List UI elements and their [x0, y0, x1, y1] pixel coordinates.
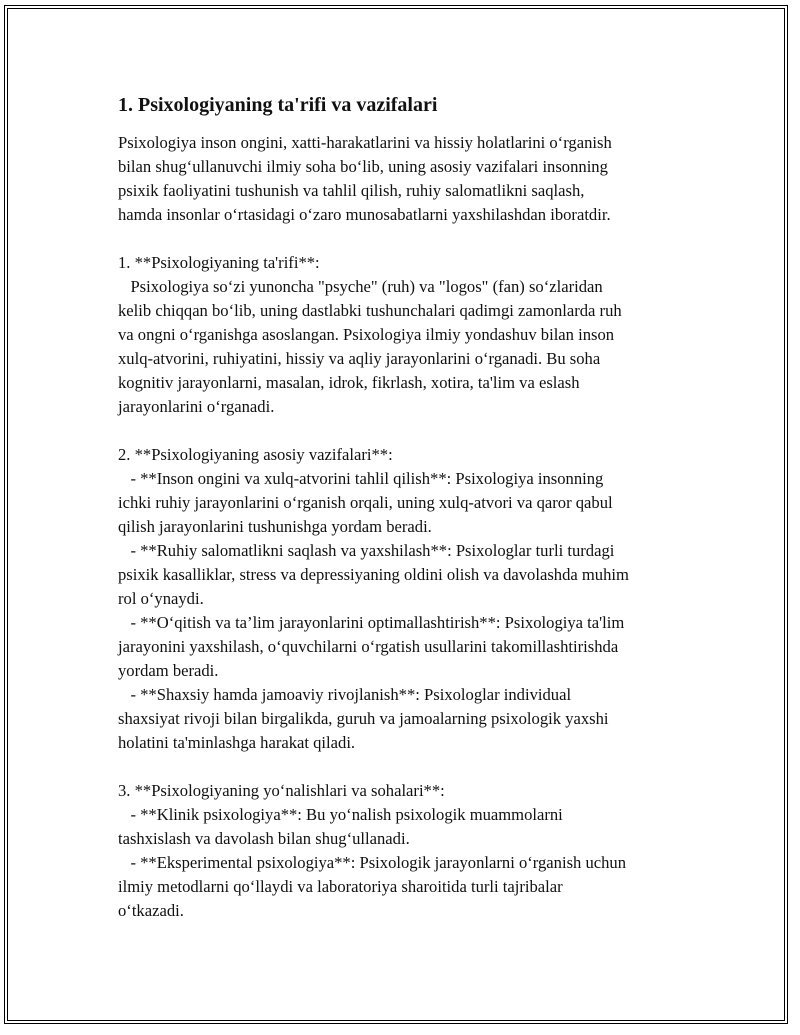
- text-line: hamda insonlar o‘rtasidagi o‘zaro munosabatlarni yaxshilashdan iboratdir.: [118, 205, 611, 224]
- text-line: holatini ta'minlashga harakat qiladi.: [118, 733, 356, 752]
- text-line: bilan shug‘ullanuvchi ilmiy soha bo‘lib, uning asosiy vazifalari insonning: [118, 157, 608, 176]
- text-line: ilmiy metodlarni qo‘llaydi va laboratoriya sharoitida turli tajribalar: [118, 877, 563, 896]
- text-line: - **Klinik psixologiya**: Bu yo‘nalish psixologik muammolarni: [118, 805, 563, 824]
- document-body: [118, 92, 693, 923]
- text-line: shaxsiyat rivoji bilan birgalikda, guruh va jamoalarning psixologik yaxshi: [118, 709, 609, 728]
- text-line: kelib chiqqan bo‘lib, uning dastlabki tushunchalari qadimgi zamonlarda ruh: [118, 301, 622, 320]
- paragraph-gap: [118, 755, 693, 779]
- text-line: Psixologiya inson ongini, xatti-harakatlarini va hissiy holatlarini o‘rganish: [118, 133, 612, 152]
- text-line: psixik faoliyatini tushunish va tahlil qilish, ruhiy salomatlikni saqlash,: [118, 181, 585, 200]
- text-line: rol o‘ynaydi.: [118, 589, 204, 608]
- text-line: va ongni o‘rganishga asoslangan. Psixologiya ilmiy yondashuv bilan inson: [118, 325, 615, 344]
- text-line: yordam beradi.: [118, 661, 219, 680]
- text-line: Psixologiya so‘zi yunoncha "psyche" (ruh) va "logos" (fan) so‘zlaridan: [118, 277, 603, 296]
- document-heading: 1. Psixologiyaning ta'rifi va vazifalari: [118, 94, 438, 116]
- section-title: 1. **Psixologiyaning ta'rifi**:: [118, 253, 320, 272]
- text-line: qilish jarayonlarini tushunishga yordam beradi.: [118, 517, 432, 536]
- paragraph-gap: [118, 419, 693, 443]
- section-tasks: [118, 443, 693, 755]
- section-definition: [118, 251, 693, 419]
- text-line: o‘tkazadi.: [118, 901, 184, 920]
- text-line: - **O‘qitish va ta’lim jarayonlarini optimallashtirish**: Psixologiya ta'lim: [118, 613, 625, 632]
- text-line: jarayonlarini o‘rganadi.: [118, 397, 275, 416]
- text-line: - **Eksperimental psixologiya**: Psixologik jarayonlarni o‘rganish uchun: [118, 853, 627, 872]
- text-line: - **Ruhiy salomatlikni saqlash va yaxshilash**: Psixologlar turli turdagi: [118, 541, 615, 560]
- section-directions: [118, 779, 693, 923]
- section-title: 3. **Psixologiyaning yo‘nalishlari va sohalari**:: [118, 781, 445, 800]
- text-line: - **Shaxsiy hamda jamoaviy rivojlanish**: Psixologlar individual: [118, 685, 572, 704]
- text-line: xulq-atvorini, ruhiyatini, hissiy va aqliy jarayonlarini o‘rganadi. Bu soha: [118, 349, 601, 368]
- text-line: psixik kasalliklar, stress va depressiyaning oldini olish va davolashda muhim: [118, 565, 629, 584]
- intro-paragraph: [118, 131, 693, 227]
- paragraph-gap: [118, 227, 693, 251]
- text-line: kognitiv jarayonlarni, masalan, idrok, fikrlash, xotira, ta'lim va eslash: [118, 373, 580, 392]
- text-line: ichki ruhiy jarayonlarini o‘rganish orqali, uning xulq-atvori va qaror qabul: [118, 493, 613, 512]
- text-line: tashxislash va davolash bilan shug‘ullanadi.: [118, 829, 410, 848]
- section-title: 2. **Psixologiyaning asosiy vazifalari**:: [118, 445, 393, 464]
- text-line: jarayonini yaxshilash, o‘quvchilarni o‘rgatish usullarini takomillashtirishda: [118, 637, 619, 656]
- text-line: - **Inson ongini va xulq-atvorini tahlil qilish**: Psixologiya insonning: [118, 469, 604, 488]
